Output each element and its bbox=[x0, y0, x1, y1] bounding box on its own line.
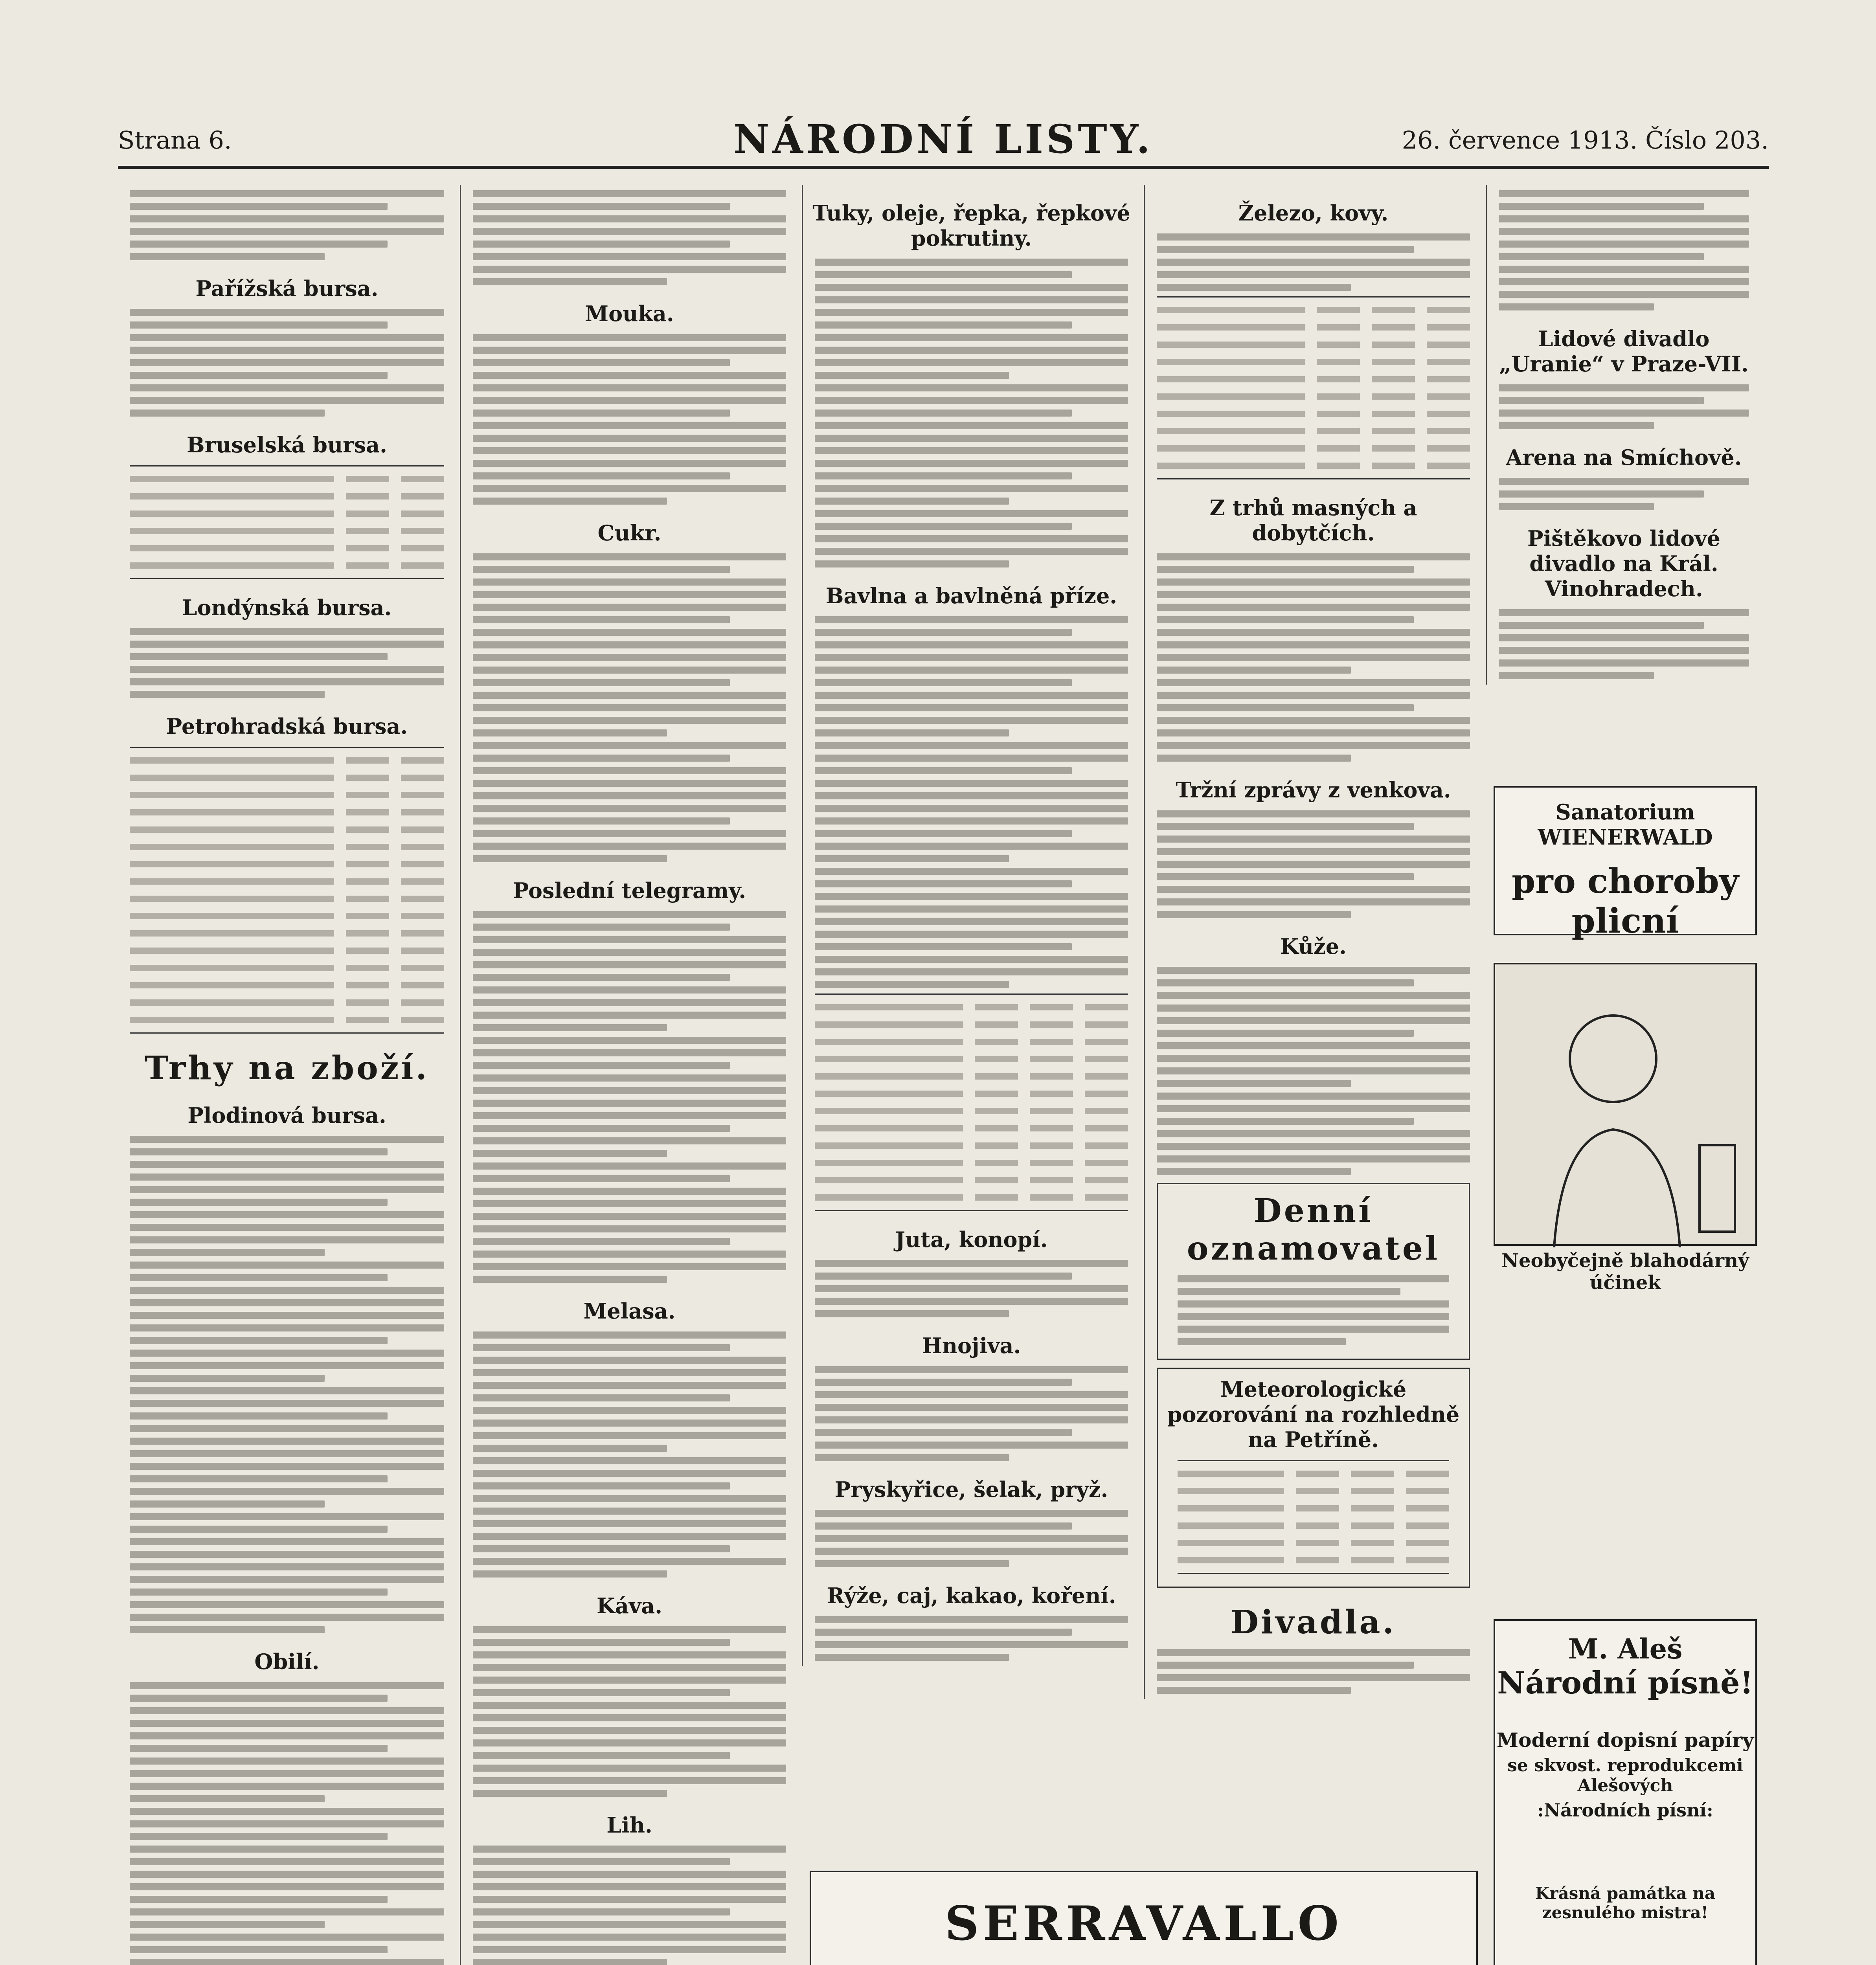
section-heading: Pařížská bursa. bbox=[195, 276, 379, 301]
table bbox=[1157, 296, 1470, 479]
ad-title: Sanatorium WIENERWALD bbox=[1538, 799, 1713, 850]
text-block bbox=[1487, 478, 1761, 510]
section-heading: Petrohradská bursa. bbox=[166, 714, 408, 739]
text-block bbox=[118, 1136, 456, 1633]
section-heading: Trhy na zboží. bbox=[144, 1049, 430, 1087]
section-heading: Divadla. bbox=[1230, 1603, 1396, 1641]
text-block bbox=[461, 190, 798, 285]
text-block bbox=[1145, 967, 1482, 1175]
section-heading: Káva. bbox=[596, 1593, 663, 1618]
text-block bbox=[1145, 1649, 1482, 1694]
issue-date: 26. července 1913. Číslo 203. bbox=[1402, 126, 1769, 154]
ad-big-text: pro choroby plicní bbox=[1512, 861, 1739, 941]
ad-footer: Krásná památka na zesnulého mistra! bbox=[1535, 1884, 1716, 1922]
text-block bbox=[803, 1510, 1140, 1567]
section-heading: Meteorologické pozorování na rozhledně na Petříně. bbox=[1167, 1377, 1460, 1452]
section-heading: Rýže, caj, kakao, koření. bbox=[827, 1583, 1116, 1608]
text-block bbox=[1145, 810, 1482, 918]
section-heading: Tržní zprávy z venkova. bbox=[1176, 777, 1451, 803]
text-block bbox=[1145, 553, 1482, 762]
section-heading: Kůže. bbox=[1280, 934, 1347, 959]
section-heading: Pryskyřice, šelak, pryž. bbox=[834, 1477, 1108, 1502]
section-heading: Arena na Smíchově. bbox=[1506, 445, 1742, 470]
text-block bbox=[803, 259, 1140, 567]
text-block bbox=[1487, 609, 1761, 679]
ad-title: SERRAVALLO bbox=[944, 1896, 1343, 1951]
section-heading: Londýnská bursa. bbox=[182, 595, 392, 620]
text-block bbox=[461, 911, 798, 1283]
pixavon-caption: Neobyčejně blahodárný účinek bbox=[1501, 1250, 1749, 1294]
section-heading: Z trhů masných a dobytčích. bbox=[1209, 495, 1417, 545]
table bbox=[1178, 1460, 1449, 1574]
ad-title: Národní písně! bbox=[1497, 1665, 1753, 1701]
text-block bbox=[1145, 233, 1482, 291]
announcement-box bbox=[1157, 1183, 1470, 1360]
text-block bbox=[461, 1626, 798, 1797]
pixavon-ad bbox=[1494, 963, 1757, 1246]
section-heading: Mouka. bbox=[585, 301, 674, 326]
section-heading: Obilí. bbox=[254, 1649, 320, 1674]
section-heading: Tuky, oleje, řepka, řepkové pokrutiny. bbox=[812, 200, 1130, 251]
section-heading: Železo, kovy. bbox=[1238, 200, 1389, 226]
section-heading: Plodinová bursa. bbox=[187, 1103, 386, 1128]
section-heading: Juta, konopí. bbox=[895, 1227, 1048, 1252]
page-number: Strana 6. bbox=[118, 126, 232, 154]
bottle-icon bbox=[1700, 1145, 1735, 1232]
column-2 bbox=[460, 185, 798, 1965]
sanatorium-ad bbox=[1494, 786, 1757, 941]
text-block bbox=[1166, 1275, 1461, 1345]
ad-subtitle: se skvost. reprodukcemi Alešových bbox=[1507, 1756, 1743, 1796]
text-block bbox=[461, 334, 798, 505]
masthead-title: NÁRODNÍ LISTY. bbox=[733, 116, 1153, 162]
section-heading: Hnojiva. bbox=[922, 1333, 1021, 1358]
table bbox=[130, 747, 444, 1034]
page-header bbox=[118, 110, 1769, 169]
section-heading: Lidové divadlo „Uranie“ v Praze-VII. bbox=[1499, 326, 1749, 376]
table bbox=[130, 465, 444, 579]
column-3 bbox=[802, 185, 1140, 1666]
ad-subtitle: Moderní dopisní papíry bbox=[1496, 1728, 1754, 1752]
text-block bbox=[118, 1682, 456, 1965]
section-heading: Poslední telegramy. bbox=[513, 878, 746, 903]
text-block bbox=[803, 1260, 1140, 1317]
section-heading: Pištěkovo lidové divadlo na Král. Vinohradech. bbox=[1527, 526, 1720, 601]
section-heading: Denní oznamovatel bbox=[1187, 1192, 1440, 1267]
text-block bbox=[461, 1846, 798, 1965]
text-block bbox=[461, 553, 798, 862]
section-heading: Lih. bbox=[606, 1813, 652, 1838]
column-4 bbox=[1144, 185, 1482, 1699]
text-block bbox=[118, 190, 456, 260]
ad-subtitle: :Národních písní: bbox=[1537, 1800, 1713, 1821]
column-5 bbox=[1486, 185, 1761, 685]
section-heading: Cukr. bbox=[597, 520, 661, 545]
weather-box bbox=[1157, 1368, 1470, 1588]
text-block bbox=[803, 616, 1140, 988]
text-block bbox=[118, 628, 456, 698]
ad-title: M. Aleš bbox=[1568, 1633, 1683, 1665]
woman-illustration bbox=[1495, 964, 1758, 1247]
text-block bbox=[803, 1616, 1140, 1661]
column-1 bbox=[118, 185, 456, 1965]
section-heading: Bavlna a bavlněná příze. bbox=[825, 583, 1117, 608]
text-block bbox=[803, 1366, 1140, 1461]
text-block bbox=[1487, 384, 1761, 429]
text-block bbox=[1487, 190, 1761, 310]
ales-ad bbox=[1494, 1619, 1757, 1965]
table bbox=[815, 994, 1128, 1211]
section-heading: Melasa. bbox=[583, 1298, 676, 1324]
section-heading: Bruselská bursa. bbox=[187, 432, 387, 457]
serravallo-ad bbox=[810, 1871, 1478, 1965]
text-block bbox=[118, 309, 456, 417]
text-block bbox=[461, 1331, 798, 1578]
